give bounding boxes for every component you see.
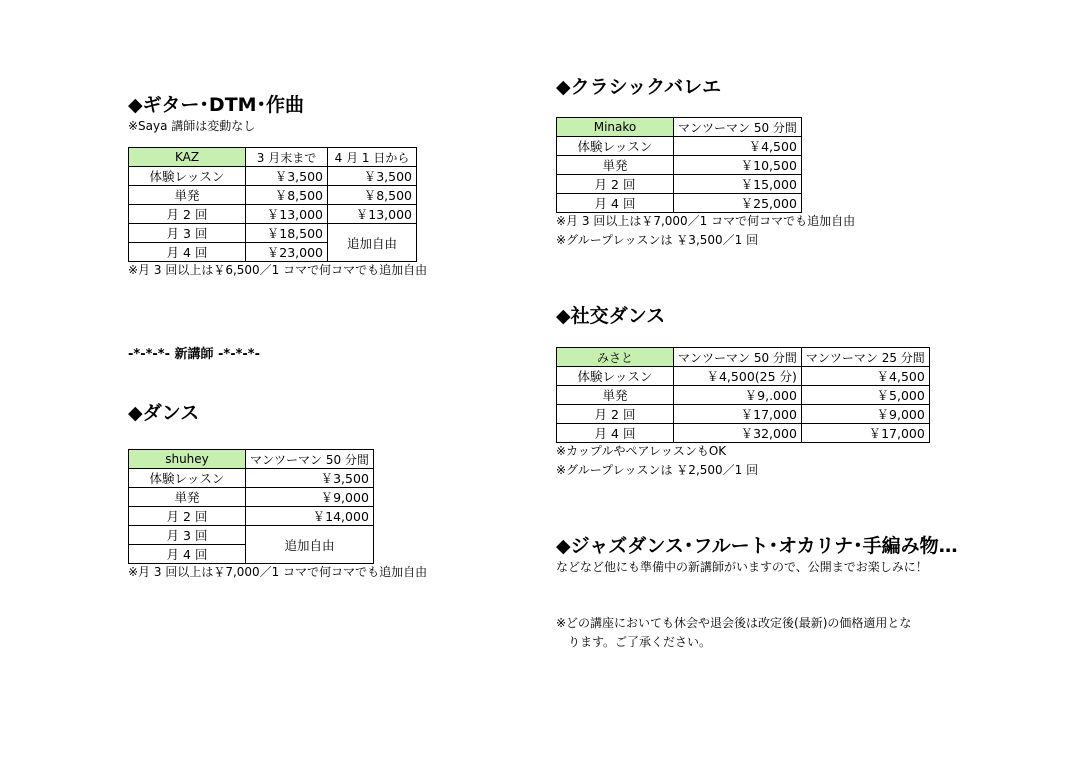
table-row — [557, 405, 930, 424]
ballet-title: ◆クラシックバレエ — [556, 76, 722, 98]
ballet-section — [556, 75, 855, 249]
table-row — [557, 424, 930, 443]
row-label: 体験レッスン — [557, 137, 674, 156]
price-cell: ￥8,500 — [246, 186, 328, 205]
ballroom-couple-note: ※カップルやペアレッスンもOK — [556, 444, 727, 458]
instructor-name: KAZ — [129, 148, 246, 167]
table-row — [557, 175, 802, 194]
price-cell: ￥4,500(25 分) — [674, 367, 802, 386]
price-cell: ￥4,500 — [674, 137, 802, 156]
price-cell: ￥13,000 — [328, 205, 417, 224]
price-cell: ￥14,000 — [246, 507, 374, 526]
price-cell: ￥17,000 — [674, 405, 802, 424]
column-header: 4 月 1 日から — [328, 148, 417, 167]
row-label: 月 4 回 — [129, 545, 246, 564]
column-header: マンツーマン 25 分間 — [801, 348, 929, 367]
table-row — [129, 205, 417, 224]
price-cell: ￥9,000 — [246, 488, 374, 507]
ballet-group-note: ※グループレッスンは ￥3,500／1 回 — [556, 233, 759, 247]
disclaimer-line: ります。ご了承ください。 — [568, 635, 712, 649]
merged-cell: 追加自由 — [246, 526, 374, 564]
dance-title: ◆ダンス — [128, 402, 200, 424]
table-row — [129, 186, 417, 205]
price-cell: ￥15,000 — [674, 175, 802, 194]
row-label: 体験レッスン — [129, 469, 246, 488]
row-label: 月 4 回 — [129, 243, 246, 262]
disclaimer-line: ※どの講座においても休会や退会後は改定後(最新)の価格適用とな — [556, 616, 912, 630]
ballroom-group-note: ※グループレッスンは ￥2,500／1 回 — [556, 463, 759, 477]
new-instructor-divider: -*-*-*- 新講師 -*-*-*- — [128, 347, 261, 362]
table-row — [129, 507, 374, 526]
price-cell: ￥10,500 — [674, 156, 802, 175]
price-cell: ￥23,000 — [246, 243, 328, 262]
dance-section — [128, 401, 427, 581]
row-label: 月 4 回 — [557, 194, 674, 213]
dance-price-table — [128, 449, 374, 564]
table-header-row — [129, 450, 374, 469]
row-label: 体験レッスン — [129, 167, 246, 186]
table-row — [557, 156, 802, 175]
column-header: 3 月末まで — [246, 148, 328, 167]
row-label: 単発 — [129, 488, 246, 507]
table-row — [129, 167, 417, 186]
guitar-subnote: ※Saya 講師は変動なし — [128, 119, 256, 133]
instructor-name: shuhey — [129, 450, 246, 469]
ballroom-section — [556, 304, 930, 479]
row-label: 月 3 回 — [129, 526, 246, 545]
price-cell: ￥4,500 — [801, 367, 929, 386]
price-cell: ￥18,500 — [246, 224, 328, 243]
price-cell: ￥32,000 — [674, 424, 802, 443]
row-label: 単発 — [129, 186, 246, 205]
others-note: などなど他にも準備中の新講師がいますので、公開までお楽しみに！ — [556, 560, 928, 574]
row-label: 月 3 回 — [129, 224, 246, 243]
price-cell: ￥17,000 — [801, 424, 929, 443]
instructor-name: Minako — [557, 118, 674, 137]
table-row — [557, 194, 802, 213]
row-label: 月 2 回 — [129, 205, 246, 224]
others-section — [556, 534, 958, 576]
row-label: 単発 — [557, 156, 674, 175]
row-label: 月 2 回 — [557, 175, 674, 194]
disclaimer — [556, 614, 911, 652]
merged-cell: 追加自由 — [328, 224, 417, 262]
price-cell: ￥3,500 — [246, 469, 374, 488]
row-label: 月 2 回 — [129, 507, 246, 526]
row-label: 月 4 回 — [557, 424, 674, 443]
table-header-row — [129, 148, 417, 167]
row-label: 体験レッスン — [557, 367, 674, 386]
column-header: マンツーマン 50 分間 — [674, 118, 802, 137]
table-header-row — [557, 348, 930, 367]
price-cell: ￥25,000 — [674, 194, 802, 213]
price-cell: ￥9,000 — [801, 405, 929, 424]
row-label: 単発 — [557, 386, 674, 405]
others-title: ◆ジャズダンス･フルート･オカリナ･手編み物… — [556, 535, 958, 557]
ballroom-title: ◆社交ダンス — [556, 305, 666, 327]
table-row — [129, 488, 374, 507]
table-row — [557, 386, 930, 405]
ballet-price-table — [556, 117, 802, 213]
ballet-footnote: ※月 3 回以上は￥7,000／1 コマで何コマでも追加自由 — [556, 214, 856, 228]
guitar-section — [128, 93, 427, 279]
price-cell: ￥3,500 — [328, 167, 417, 186]
guitar-footnote: ※月 3 回以上は￥6,500／1 コマで何コマでも追加自由 — [128, 263, 428, 277]
dance-footnote: ※月 3 回以上は￥7,000／1 コマで何コマでも追加自由 — [128, 565, 428, 579]
table-row — [129, 526, 374, 545]
table-row — [557, 137, 802, 156]
price-cell: ￥3,500 — [246, 167, 328, 186]
ballroom-price-table — [556, 347, 930, 443]
column-header: マンツーマン 50 分間 — [674, 348, 802, 367]
guitar-price-table — [128, 147, 417, 262]
table-row — [557, 367, 930, 386]
table-row — [129, 224, 417, 243]
column-header: マンツーマン 50 分間 — [246, 450, 374, 469]
price-cell: ￥9,.000 — [674, 386, 802, 405]
price-cell: ￥13,000 — [246, 205, 328, 224]
instructor-name: みさと — [557, 348, 674, 367]
price-cell: ￥5,000 — [801, 386, 929, 405]
price-cell: ￥8,500 — [328, 186, 417, 205]
guitar-title: ◆ギター･DTM･作曲 — [128, 94, 305, 116]
row-label: 月 2 回 — [557, 405, 674, 424]
table-row — [129, 469, 374, 488]
table-header-row — [557, 118, 802, 137]
